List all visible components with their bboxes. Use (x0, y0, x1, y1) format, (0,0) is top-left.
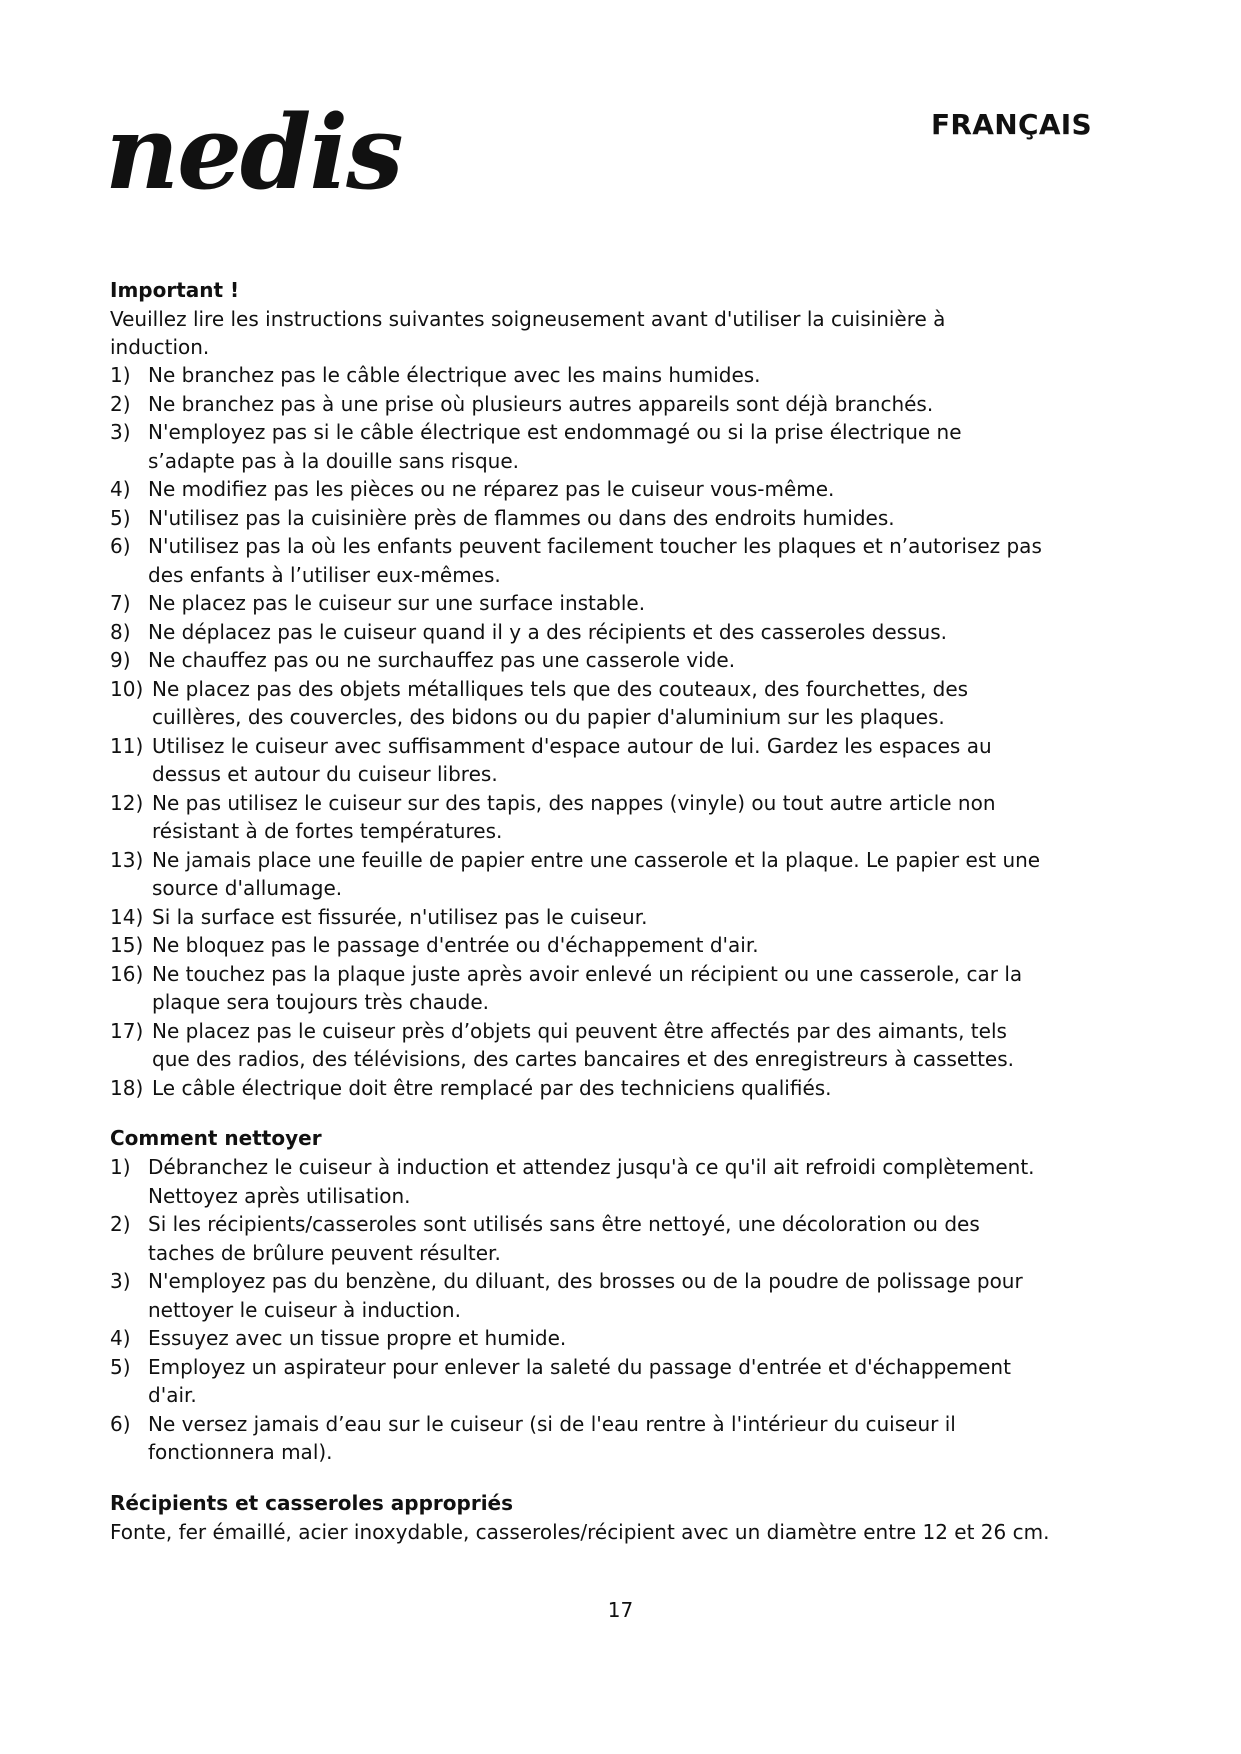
list-item (110, 846, 1050, 903)
logo-text: nedis (105, 108, 402, 213)
item-number: 1) (110, 1155, 131, 1179)
item-text: Ne placez pas le cuiseur près d’objets qui peuvent être affectés par des aimants, tels que des radios, des télévisions, des cartes bancaires et des enregistreurs à cassettes. (152, 1018, 1014, 1071)
item-text: Ne déplacez pas le cuiseur quand il y a des récipients et des casseroles dessus. (148, 619, 947, 644)
item-number: 18) (110, 1075, 144, 1100)
important-heading: Important ! (110, 278, 240, 302)
item-number: 4) (110, 477, 131, 501)
item-number: 6) (110, 534, 131, 558)
item-text: N'utilisez pas la cuisinière près de flammes ou dans des endroits humides. (148, 505, 895, 530)
list-item (110, 1353, 1050, 1410)
item-text: Ne jamais place une feuille de papier entre une casserole et la plaque. Le papier est une source d'allumage. (152, 847, 1041, 900)
item-text: Ne touchez pas la plaque juste après avoir enlevé un récipient ou une casserole, car la plaque sera toujours très chaude. (152, 961, 1023, 1014)
item-text: Ne branchez pas à une prise où plusieurs autres appareils sont déjà branchés. (148, 391, 934, 416)
item-text: Si la surface est fissurée, n'utilisez pas le cuiseur. (152, 904, 648, 929)
item-number: 1) (110, 363, 131, 387)
language-label: FRANÇAIS (931, 108, 1092, 141)
list-item (110, 675, 1050, 732)
list-item (110, 418, 1050, 475)
list-item (110, 931, 1050, 960)
item-number: 5) (110, 1354, 131, 1379)
list-item (110, 1410, 1050, 1467)
important-section (110, 276, 1050, 1102)
cookware-section (110, 1489, 1050, 1546)
item-text: Si les récipients/casseroles sont utilisés sans être nettoyé, une décoloration ou des taches de brûlure peuvent résulter. (148, 1212, 980, 1265)
list-item (110, 789, 1050, 846)
item-text: Utilisez le cuiseur avec suffisamment d'espace autour de lui. Gardez les espaces au dessus et autour du cuiseur libres. (152, 733, 992, 786)
list-item (110, 1074, 1050, 1103)
list-item (110, 618, 1050, 647)
item-number: 3) (110, 420, 131, 444)
list-item (110, 361, 1050, 390)
item-number: 13) (110, 847, 144, 872)
item-text: Ne placez pas des objets métalliques tels que des couteaux, des fourchettes, des cuillères, des couvercles, des bidons ou du papier d'aluminium sur les plaques. (152, 676, 969, 729)
list-item (110, 1210, 1050, 1267)
list-item (110, 960, 1050, 1017)
item-text: N'employez pas si le câble électrique est endommagé ou si la prise électrique ne s’adapte pas à la douille sans risque. (148, 420, 962, 473)
item-number: 17) (110, 1018, 144, 1043)
item-number: 7) (110, 591, 131, 615)
item-text: Employez un aspirateur pour enlever la saleté du passage d'entrée et d'échappement d'air. (148, 1354, 1011, 1407)
item-text: Essuyez avec un tissue propre et humide. (148, 1326, 567, 1350)
item-text: Le câble électrique doit être remplacé par des techniciens qualifiés. (152, 1075, 832, 1100)
item-text: Ne chauffez pas ou ne surchauffez pas une casserole vide. (148, 648, 736, 672)
list-item (110, 504, 1050, 533)
important-list (110, 361, 1050, 1102)
cookware-heading: Récipients et casseroles appropriés (110, 1490, 514, 1515)
important-intro: Veuillez lire les instructions suivantes soigneusement avant d'utiliser la cuisinière à induction. (110, 307, 946, 359)
item-text: Ne modifiez pas les pièces ou ne réparez pas le cuiseur vous-même. (148, 477, 835, 501)
item-number: 10) (110, 676, 144, 701)
cookware-text: Fonte, fer émaillé, acier inoxydable, casseroles/récipient avec un diamètre entre 12 et 26 cm. (110, 1519, 1050, 1544)
list-item (110, 390, 1050, 419)
cleaning-section (110, 1124, 1050, 1467)
item-number: 15) (110, 933, 144, 957)
item-number: 14) (110, 904, 144, 929)
list-item (110, 475, 1050, 504)
item-number: 2) (110, 1212, 131, 1236)
item-number: 5) (110, 505, 131, 530)
cleaning-heading: Comment nettoyer (110, 1126, 322, 1150)
list-item (110, 903, 1050, 932)
list-item (110, 1267, 1050, 1324)
item-text: N'employez pas du benzène, du diluant, des brosses ou de la poudre de polissage pour nettoyer le cuiseur à induction. (148, 1269, 1023, 1322)
list-item (110, 1153, 1050, 1210)
item-text: Ne branchez pas le câble électrique avec les mains humides. (148, 363, 761, 387)
item-text: N'utilisez pas la où les enfants peuvent facilement toucher les plaques et n’autorisez pas des enfants à l’utiliser eux-mêmes. (148, 534, 1042, 587)
item-number: 6) (110, 1411, 131, 1436)
document-body (110, 276, 1050, 1546)
list-item (110, 732, 1050, 789)
item-number: 2) (110, 391, 131, 416)
cleaning-list (110, 1153, 1050, 1467)
list-item (110, 1324, 1050, 1353)
list-item (110, 1017, 1050, 1074)
item-text: Ne placez pas le cuiseur sur une surface instable. (148, 591, 646, 615)
item-number: 8) (110, 619, 131, 644)
nedis-logo (105, 108, 485, 218)
item-number: 3) (110, 1269, 131, 1293)
list-item (110, 646, 1050, 675)
page-number: 17 (607, 1598, 634, 1622)
item-number: 4) (110, 1326, 131, 1350)
list-item (110, 589, 1050, 618)
item-number: 11) (110, 733, 144, 758)
list-item (110, 532, 1050, 589)
item-text: Ne pas utilisez le cuiseur sur des tapis, des nappes (vinyle) ou tout autre article non résistant à de fortes températures. (152, 790, 996, 843)
item-number: 9) (110, 648, 131, 672)
item-number: 16) (110, 961, 144, 986)
item-text: Ne bloquez pas le passage d'entrée ou d'échappement d'air. (152, 933, 759, 957)
item-text: Débranchez le cuiseur à induction et attendez jusqu'à ce qu'il ait refroidi complètement. Nettoyez après utilisation. (148, 1155, 1035, 1208)
item-text: Ne versez jamais d’eau sur le cuiseur (si de l'eau rentre à l'intérieur du cuiseur il fonctionnera mal). (148, 1411, 956, 1464)
item-number: 12) (110, 790, 144, 815)
